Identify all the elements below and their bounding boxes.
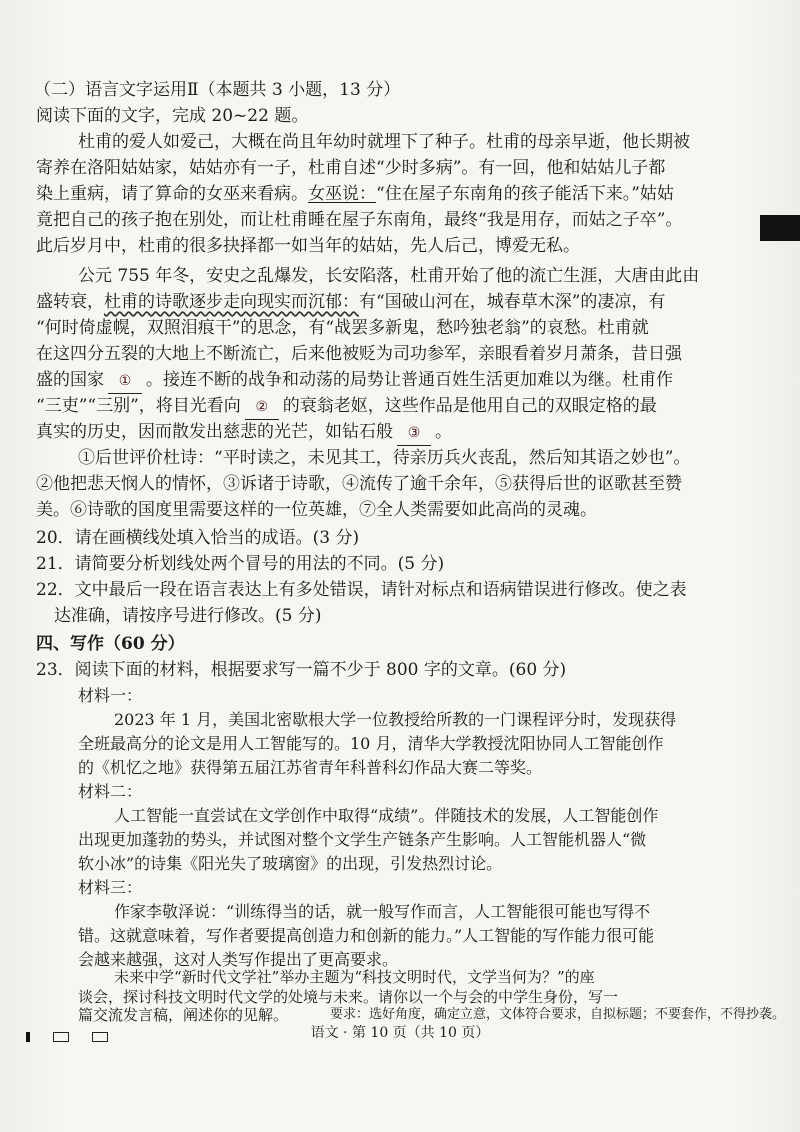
p1-line-3-text: 染上重病，请了算命的女巫来看病。 bbox=[36, 184, 308, 204]
blank-3: ③ bbox=[397, 421, 431, 446]
p2-line-4: 在这四分五裂的大地上不断流亡，后来他被贬为司功参军，亲眼看着岁月萧条，昔日强 bbox=[36, 344, 682, 364]
m3-line-2: 错。这就意味着，写作者要提高创造力和创新的能力。”人工智能的写作能力很可能 bbox=[78, 926, 655, 945]
underlined-du-fu-poems: 杜甫的诗歌逐步走向现实而沉郁： bbox=[104, 292, 359, 312]
p1-line-5: 此后岁月中，杜甫的很多抉择都一如当年的姑姑，先人后己，博爱无私。 bbox=[36, 236, 580, 256]
p1-line-4: 竟把自己的孩子抱在别处，而让杜甫睡在屋子东南角，最终“我是用存，而姑之子卒”。 bbox=[36, 210, 683, 230]
task-line-3: 篇交流发言稿，阐述你的见解。 bbox=[78, 1006, 289, 1024]
p3-line-1: ①后世评价杜诗：“平时读之，未见其工，待亲历兵火丧乱，然后知其语之妙也”。 bbox=[78, 448, 691, 468]
p2-line-7-tail: 。 bbox=[435, 422, 452, 442]
p2-line-1: 公元 755 年冬，安史之乱爆发，长安陷落，杜甫开始了他的流亡生涯，大唐由此由 bbox=[78, 266, 700, 286]
p2-line-3: “何时倚虚幌，双照泪痕干”的思念，有“战罢多新鬼，愁吟独老翁”的哀愁。杜甫就 bbox=[36, 318, 649, 338]
p2-line-5 bbox=[36, 368, 673, 394]
p1-line-3 bbox=[36, 182, 674, 206]
blank-1: ① bbox=[108, 369, 142, 394]
task-line-1: 未来中学“新时代文学社”举办主题为“科技文明时代，文学当何为？”的座 bbox=[114, 968, 595, 986]
p1-line-3-tail: “住在屋子东南角的孩子能活下来。”姑姑 bbox=[376, 184, 674, 204]
p2-line-5-start: 盛的国家 bbox=[36, 370, 104, 390]
blank-2: ② bbox=[245, 395, 279, 420]
m2-line-3: 软小冰”的诗集《阳光失了玻璃窗》的出现，引发热烈讨论。 bbox=[78, 854, 503, 873]
p3-line-2: ②他把悲天悯人的情怀，③诉诸于诗歌，④流传了逾千余年，⑤获得后世的讴歌甚至赞 bbox=[36, 474, 682, 494]
m1-line-3: 的《机忆之地》获得第五届江苏省青年科普科幻作品大赛二等奖。 bbox=[78, 758, 543, 777]
m1-line-2: 全班最高分的论文是用人工智能写的。10 月，清华大学教授沈阳协同人工智能创作 bbox=[78, 734, 664, 753]
requirement-line: 要求：选好角度，确定立意，文体符合要求，自拟标题；不要套作，不得抄袭。 bbox=[330, 1007, 786, 1022]
question-22-line-2: 达准确，请按序号进行修改。(5 分) bbox=[54, 606, 322, 626]
p2-line-6 bbox=[36, 394, 657, 420]
question-20: 20．请在画横线处填入恰当的成语。(3 分) bbox=[36, 528, 360, 548]
p2-line-6-start: “三吏”“三别”，将目光看向 bbox=[36, 396, 241, 416]
question-23: 23．阅读下面的材料，根据要求写一篇不少于 800 字的文章。(60 分) bbox=[36, 660, 567, 680]
question-22-line-1: 22．文中最后一段在语言表达上有多处错误，请针对标点和语病错误进行修改。使之表 bbox=[36, 580, 687, 600]
writing-heading: 四、写作（60 分） bbox=[36, 634, 185, 654]
material-3-label: 材料三： bbox=[78, 878, 143, 897]
p1-line-2: 寄养在洛阳姑姑家，姑姑亦有一子，杜甫自述“少时多病”。有一回，他和姑姑儿子都 bbox=[36, 158, 666, 178]
underlined-witch-said: 女巫说： bbox=[308, 184, 376, 204]
p2-line-6-tail: 的衰翁老妪，这些作品是他用自己的双眼定格的最 bbox=[282, 396, 657, 416]
p2-line-2 bbox=[36, 290, 665, 314]
page-footer: 语文 · 第 10 页（共 10 页） bbox=[310, 1025, 490, 1041]
material-1-label: 材料一： bbox=[78, 686, 143, 705]
task-line-2: 谈会，探讨科技文明时代文学的处境与未来。请你以一个与会的中学生身份，写一 bbox=[78, 988, 619, 1006]
m3-line-1: 作家李敬泽说：“训练得当的话，就一般写作而言，人工智能很可能也写得不 bbox=[114, 902, 651, 921]
page-edge-marker bbox=[760, 215, 800, 241]
m1-line-1: 2023 年 1 月，美国北密歇根大学一位教授给所教的一门课程评分时，发现获得 bbox=[114, 710, 677, 729]
p2-line-7 bbox=[36, 420, 452, 446]
material-2-label: 材料二： bbox=[78, 782, 143, 801]
p2-line-2-tail: 有“国破山河在，城春草木深”的凄凉，有 bbox=[359, 292, 666, 312]
p2-line-7-start: 真实的历史，因而散发出慈悲的光芒，如钻石般 bbox=[36, 422, 393, 442]
p1-line-1: 杜甫的爱人如爱己，大概在尚且年幼时就埋下了种子。杜甫的母亲早逝，他长期被 bbox=[78, 132, 690, 152]
section-heading: （二）语言文字运用Ⅱ（本题共 3 小题，13 分） bbox=[34, 80, 401, 100]
p2-line-5-tail: 。接连不断的战争和动荡的局势让普通百姓生活更加难以为继。杜甫作 bbox=[146, 370, 673, 390]
m3-line-3: 会越来越强，这对人类写作提出了更高要求。 bbox=[78, 950, 399, 969]
m2-line-1: 人工智能一直尝试在文学创作中取得“成绩”。伴随技术的发展，人工智能创作 bbox=[114, 806, 659, 825]
question-21: 21．请简要分析划线处两个冒号的用法的不同。(5 分) bbox=[36, 554, 445, 574]
m2-line-2: 出现更加蓬勃的势头，并试图对整个文学生产链条产生影响。人工智能机器人“微 bbox=[78, 830, 647, 849]
p2-line-2-start: 盛转衰， bbox=[36, 292, 104, 312]
p3-line-3: 美。⑥诗歌的国度里需要这样的一位英雄，⑦全人类需要如此高尚的灵魂。 bbox=[36, 500, 597, 520]
section-instruction: 阅读下面的文字，完成 20~22 题。 bbox=[36, 106, 309, 126]
